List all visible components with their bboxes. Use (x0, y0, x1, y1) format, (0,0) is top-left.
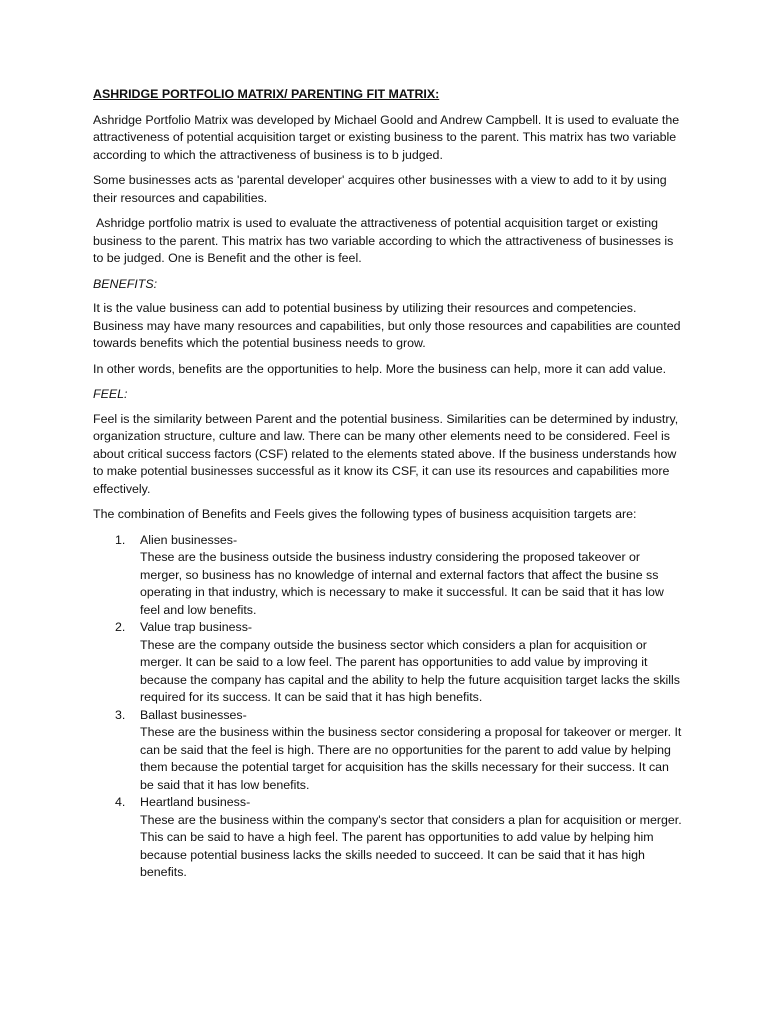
list-item (93, 794, 683, 882)
list-item (93, 532, 683, 620)
list-item-description: These are the business within the company's sector that considers a plan for acquisition or merger. This can be said to have a high feel. The parent has opportunities to add value by helping him because potential business lacks the skills needed to succeed. It can be said that it has high benefits. (140, 812, 682, 879)
list-item (93, 619, 683, 707)
benefits-paragraph-1: It is the value business can add to potential business by utilizing their resources and competencies. Business may have many resources and capabilities, but only those resources and capabilities are counted towards benefits which the potential business needs to grow. (93, 301, 681, 350)
list-item-title: Heartland business- (140, 795, 251, 809)
list-number: 4. (115, 795, 126, 809)
list-number: 3. (115, 707, 126, 722)
acquisition-types-list (93, 532, 683, 882)
intro-paragraph-2: Some businesses acts as 'parental developer' acquires other businesses with a view to add to it by using their resources and capabilities. (93, 173, 667, 205)
feel-paragraph: Feel is the similarity between Parent and the potential business. Similarities can be determined by industry, organization structure, culture and law. There can be many other elements need to be considered. Feel is about critical success factors (CSF) related to the elements stated above. If the business understands how to make potential businesses successful as it know its CSF, it can use its resources and capabilities more effectively. (93, 411, 679, 496)
intro-paragraph-1: Ashridge Portfolio Matrix was developed by Michael Goold and Andrew Campbell. It is used to evaluate the attractiveness of potential acquisition target or existing business to the parent. This matrix has two variable according to which the attractiveness of business is to b judged. (93, 112, 680, 162)
list-item-title: Value trap business- (140, 620, 253, 634)
intro-paragraph-3: Ashridge portfolio matrix is used to evaluate the attractiveness of potential acquisition target or existing business to the parent. This matrix has two variable according to which the attractiveness of businesses is to be judged. One is Benefit and the other is feel. (93, 216, 674, 265)
list-item-description: These are the company outside the business sector which considers a plan for acquisition or merger. It can be said to a low feel. The parent has opportunities to add value by improving it because the company has capital and the ability to help the future acquisition target lacks the skills required for its success. It can be said that it has high benefits. (140, 637, 680, 704)
list-item-title: Alien businesses- (140, 532, 238, 547)
document-title: ASHRIDGE PORTFOLIO MATRIX/ PARENTING FIT MATRIX: (93, 87, 440, 101)
document-page (93, 86, 683, 882)
feel-heading: FEEL: (93, 387, 128, 401)
benefits-heading: BENEFITS: (93, 276, 158, 291)
list-item-description: These are the business outside the business industry considering the proposed takeover or merger, so business has no knowledge of internal and external factors that affect the busine ss operating in that industry, which is necessary to make it successful. It can be said that it has low feel and low benefits. (140, 550, 664, 617)
list-number: 2. (115, 620, 126, 634)
list-item-description: These are the business within the business sector considering a proposal for takeover or merger. It can be said that the feel is high. There are no opportunities for the parent to add value by helping them because the potential target for acquisition has the skills necessary for their success. It can be said that it has low benefits. (140, 725, 682, 792)
list-number: 1. (115, 532, 126, 547)
list-item-title: Ballast businesses- (140, 707, 247, 722)
combination-intro: The combination of Benefits and Feels gives the following types of business acquisition targets are: (93, 507, 637, 521)
benefits-paragraph-2: In other words, benefits are the opportunities to help. More the business can help, more it can add value. (93, 361, 667, 376)
list-item (93, 707, 683, 795)
